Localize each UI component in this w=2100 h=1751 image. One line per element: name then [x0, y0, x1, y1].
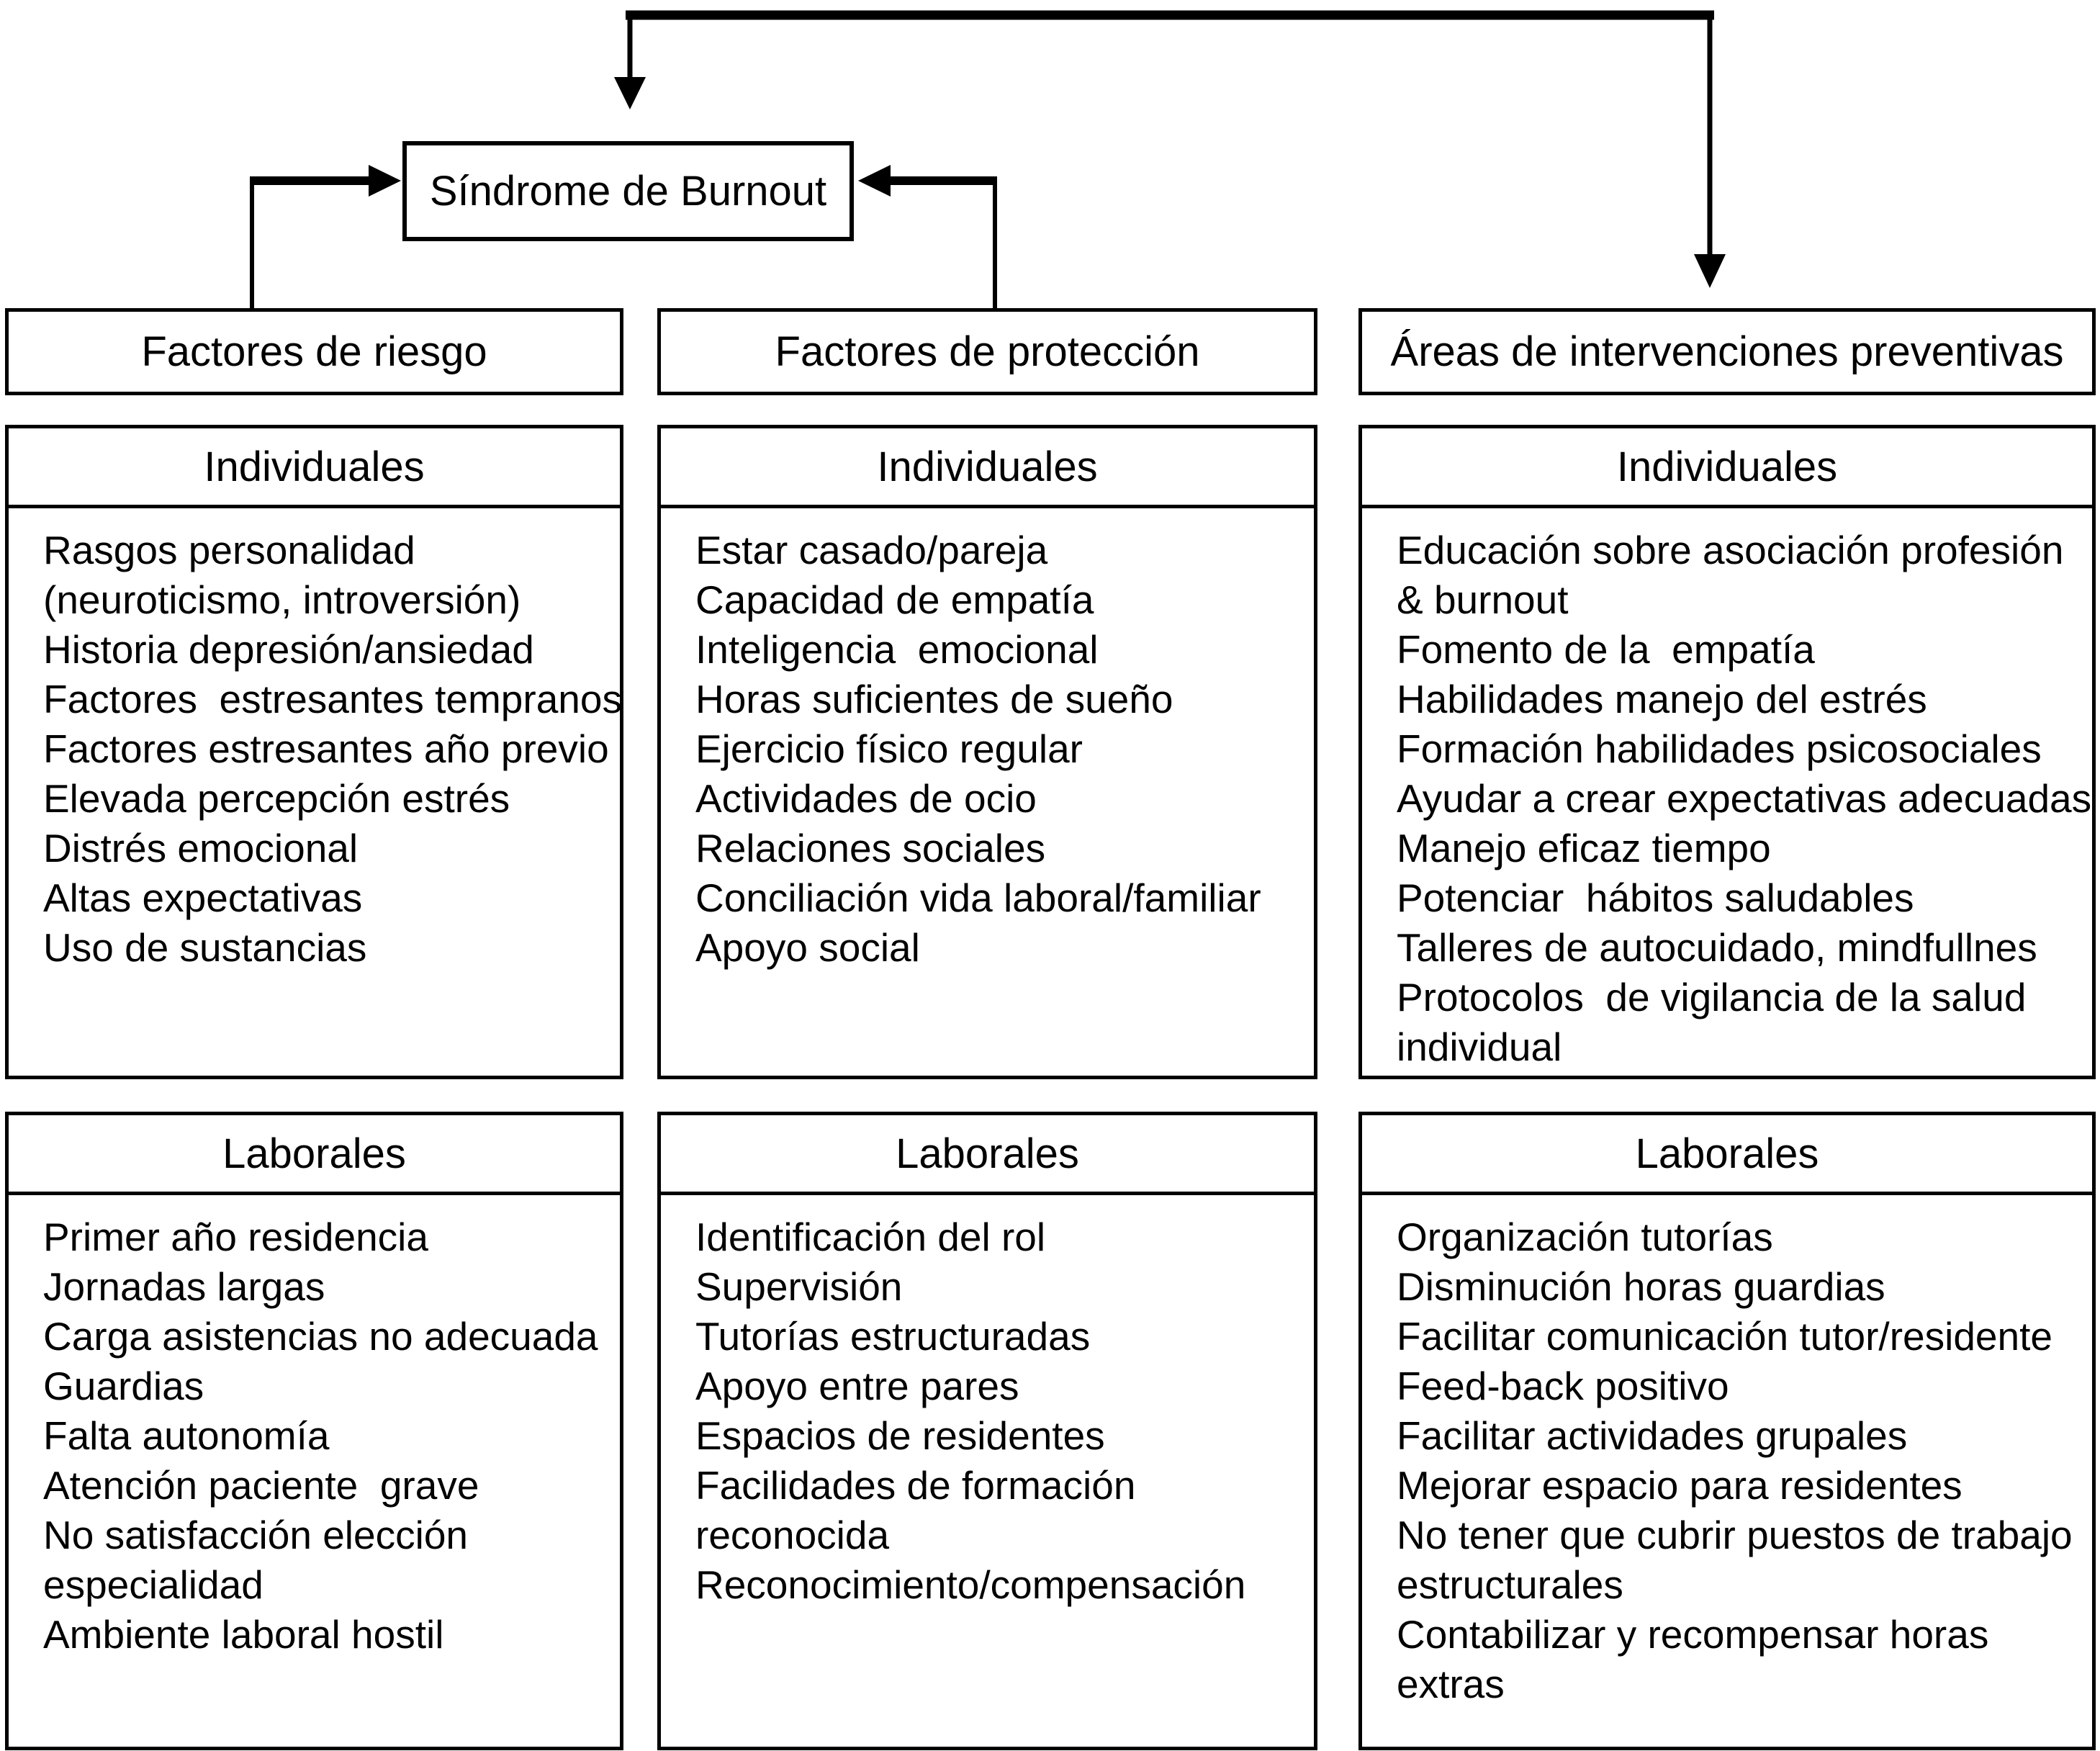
- list-item-text: Reconocimiento/compensación: [695, 1562, 1246, 1607]
- title-box: [402, 141, 854, 241]
- list-item-text: especialidad: [43, 1562, 263, 1607]
- top-loop-arrowhead-to-interventions: [1694, 254, 1726, 288]
- compartment-header: [1362, 428, 2092, 508]
- list-item-text: Ambiente laboral hostil: [43, 1612, 444, 1657]
- list-item-text: Relaciones sociales: [695, 826, 1046, 870]
- list-item-text: Distrés emocional: [43, 826, 359, 870]
- list-item-text: individual: [1397, 1025, 1562, 1069]
- compartment-header: [9, 1115, 620, 1195]
- compartment-header: [9, 428, 620, 508]
- top-loop-arrowhead-to-title: [614, 77, 646, 109]
- list-item-text: Talleres de autocuidado, mindfullnes: [1397, 925, 2037, 970]
- list-item-text: Jornadas largas: [43, 1264, 325, 1309]
- column-header-label: Factores de riesgo: [141, 328, 487, 375]
- list-item-text: Primer año residencia: [43, 1215, 428, 1259]
- list-item-text: Tutorías estructuradas: [695, 1314, 1091, 1359]
- list-item-text: & burnout: [1397, 577, 1569, 622]
- list-item-text: estructurales: [1397, 1562, 1623, 1607]
- list-item-text: Habilidades manejo del estrés: [1397, 677, 1927, 721]
- list-item-text: (neuroticismo, introversión): [43, 577, 521, 622]
- interventions-labor-box: [1358, 1112, 2096, 1750]
- list-item-text: reconocida: [695, 1513, 890, 1557]
- list-item-text: Espacios de residentes: [695, 1413, 1105, 1458]
- column-header-label: Áreas de intervenciones preventivas: [1390, 328, 2064, 375]
- list-item-text: Altas expectativas: [43, 876, 363, 920]
- risk-individual-box: [5, 425, 623, 1079]
- column-header-protection-factors: [657, 308, 1317, 395]
- list-item-text: Actividades de ocio: [695, 776, 1037, 821]
- list-item-text: Facilitar comunicación tutor/residente: [1397, 1314, 2052, 1359]
- list-item-text: Apoyo entre pares: [695, 1364, 1019, 1408]
- list-item-text: Facilidades de formación: [695, 1463, 1136, 1508]
- list-item-text: Potenciar hábitos saludables: [1397, 876, 1914, 920]
- compartment-header: [661, 428, 1314, 508]
- list-item-text: Disminución horas guardias: [1397, 1264, 1885, 1309]
- list-item-text: Mejorar espacio para residentes: [1397, 1463, 1962, 1508]
- protection-individual-box: [657, 425, 1317, 1079]
- list-item-text: Organización tutorías: [1397, 1215, 1773, 1259]
- list-item-text: Carga asistencias no adecuada: [43, 1314, 598, 1359]
- list-item-text: Atención paciente grave: [43, 1463, 479, 1508]
- column-header-preventive-interventions: [1358, 308, 2096, 395]
- compartment-header-label: Individuales: [877, 443, 1098, 490]
- protection-labor-box: [657, 1112, 1317, 1750]
- column-header-risk-factors: [5, 308, 623, 395]
- diagram-title: Síndrome de Burnout: [429, 168, 827, 215]
- list-item-text: Capacidad de empatía: [695, 577, 1094, 622]
- list-item-text: Falta autonomía: [43, 1413, 330, 1458]
- risk-individual-list: [9, 508, 620, 973]
- compartment-header-label: Individuales: [204, 443, 425, 490]
- list-item-text: Protocolos de vigilancia de la salud: [1397, 975, 2027, 1019]
- list-item-text: Supervisión: [695, 1264, 903, 1309]
- interventions-labor-list: [1362, 1195, 2092, 1709]
- list-item-text: Historia depresión/ansiedad: [43, 627, 534, 672]
- list-item-text: Ejercicio físico regular: [695, 726, 1083, 771]
- protection-arrowhead: [858, 165, 891, 197]
- list-item-text: Elevada percepción estrés: [43, 776, 510, 821]
- list-item-text: Factores estresantes año previo: [43, 726, 609, 771]
- list-item-text: Conciliación vida laboral/familiar: [695, 876, 1261, 920]
- compartment-header: [1362, 1115, 2092, 1195]
- list-item-text: Contabilizar y recompensar horas: [1397, 1612, 1989, 1657]
- protection-labor-list: [661, 1195, 1314, 1610]
- list-item-text: Uso de sustancias: [43, 925, 367, 970]
- risk-arrowhead: [369, 165, 401, 197]
- compartment-header-label: Laborales: [222, 1130, 406, 1177]
- list-item-text: Factores estresantes tempranos: [43, 677, 622, 721]
- protection-individual-list: [661, 508, 1314, 973]
- interventions-individual-box: [1358, 425, 2096, 1079]
- list-item-text: Fomento de la empatía: [1397, 627, 1815, 672]
- list-item-text: Ayudar a crear expectativas adecuadas: [1397, 776, 2092, 821]
- list-item-text: Rasgos personalidad: [43, 528, 415, 572]
- list-item-text: Formación habilidades psicosociales: [1397, 726, 2042, 771]
- compartment-header-label: Laborales: [896, 1130, 1079, 1177]
- list-item-text: Identificación del rol: [695, 1215, 1046, 1259]
- list-item-text: Educación sobre asociación profesión: [1397, 528, 2064, 572]
- list-item-text: No satisfacción elección: [43, 1513, 469, 1557]
- compartment-header-label: Laborales: [1635, 1130, 1819, 1177]
- compartment-header-label: Individuales: [1616, 443, 1838, 490]
- list-item-text: Apoyo social: [695, 925, 920, 970]
- interventions-individual-list: [1362, 508, 2092, 1072]
- list-item-text: Estar casado/pareja: [695, 528, 1048, 572]
- list-item-text: Facilitar actividades grupales: [1397, 1413, 1908, 1458]
- list-item-text: Guardias: [43, 1364, 204, 1408]
- list-item-text: Feed-back positivo: [1397, 1364, 1729, 1408]
- column-header-label: Factores de protección: [775, 328, 1200, 375]
- compartment-header: [661, 1115, 1314, 1195]
- risk-labor-list: [9, 1195, 620, 1660]
- list-item-text: Inteligencia emocional: [695, 627, 1099, 672]
- risk-labor-box: [5, 1112, 623, 1750]
- list-item-text: No tener que cubrir puestos de trabajo: [1397, 1513, 2073, 1557]
- list-item-text: Horas suficientes de sueño: [695, 677, 1173, 721]
- list-item-text: extras: [1397, 1662, 1505, 1706]
- list-item-text: Manejo eficaz tiempo: [1397, 826, 1771, 870]
